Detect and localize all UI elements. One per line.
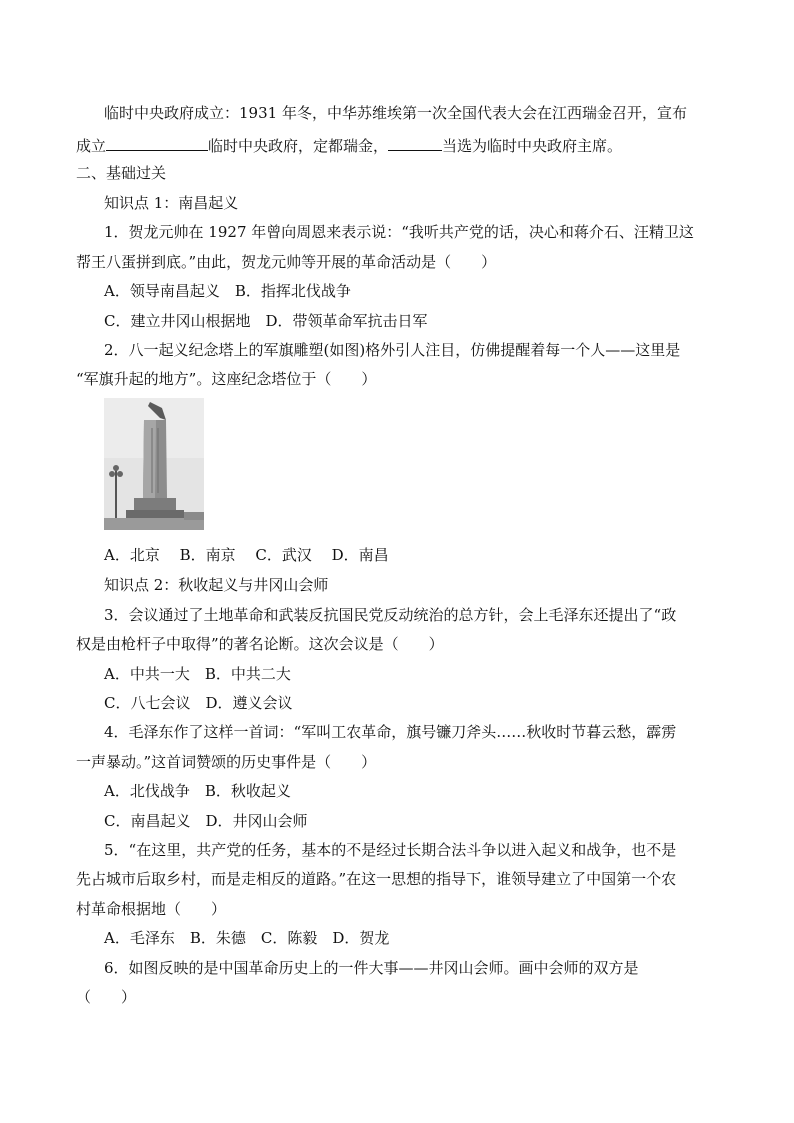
intro-line-1: 临时中央政府成立：1931 年冬，中华苏维埃第一次全国代表大会在江西瑞金召开，宣布 (104, 104, 687, 122)
section-heading: 二、基础过关 (76, 164, 167, 182)
q3-line-1: 3．会议通过了土地革命和武装反抗国民党反动统治的总方针，会上毛泽东还提出了“政 (104, 606, 677, 624)
q1-line-2: 帮王八蛋拼到底。”由此，贺龙元帅等开展的革命活动是（ ） (76, 253, 497, 271)
q1-options-row-2: C．建立井冈山根据地 D．带领革命军抗击日军 (104, 312, 428, 330)
q3-line-2: 权是由枪杆子中取得”的著名论断。这次会议是（ ） (76, 635, 444, 653)
q5-line-2: 先占城市后取乡村，而是走相反的道路。”在这一思想的指导下，谁领导建立了中国第一个农 (76, 870, 677, 888)
q6-line-2: （ ） (76, 988, 137, 1006)
knowledge-point-1: 知识点 1：南昌起义 (104, 194, 239, 212)
q3-options-row-2: C．八七会议 D．遵义会议 (104, 694, 293, 712)
q5-line-3: 村革命根据地（ ） (76, 900, 227, 918)
knowledge-point-2: 知识点 2：秋收起义与井冈山会师 (104, 576, 329, 594)
intro-text-b: 临时中央政府，定都瑞金， (208, 137, 389, 155)
intro-line-2 (76, 136, 622, 154)
q1-options-row-1: A．领导南昌起义 B．指挥北伐战争 (104, 282, 351, 300)
q2-line-2: “军旗升起的地方”。这座纪念塔位于（ ） (76, 370, 377, 388)
intro-text-c: 当选为临时中央政府主席。 (442, 137, 623, 155)
q5-line-1: 5．“在这里，共产党的任务，基本的不是经过长期合法斗争以进入起义和战争，也不是 (104, 841, 677, 859)
q4-options-row-2: C．南昌起义 D．井冈山会师 (104, 812, 308, 830)
q4-line-1: 4．毛泽东作了这样一首词：“军叫工农革命，旗号镰刀斧头……秋收时节暮云愁，霹雳 (104, 723, 677, 741)
q4-line-2: 一声暴动。”这首词赞颂的历史事件是（ ） (76, 753, 377, 771)
q3-options-row-1: A．中共一大 B．中共二大 (104, 665, 291, 683)
q4-options-row-1: A．北伐战争 B．秋收起义 (104, 782, 291, 800)
fill-blank-2 (388, 136, 442, 151)
intro-text-a: 成立 (76, 137, 107, 155)
fill-blank-1 (106, 136, 208, 151)
q2-options: A．北京 B．南京 C．武汉 D．南昌 (104, 546, 389, 564)
monument-photo (104, 398, 204, 530)
q6-line-1: 6．如图反映的是中国革命历史上的一件大事——井冈山会师。画中会师的双方是 (104, 959, 639, 977)
q2-line-1: 2．八一起义纪念塔上的军旗雕塑(如图)格外引人注目，仿佛提醒着每一个人——这里是 (104, 341, 681, 359)
q5-options: A．毛泽东 B．朱德 C．陈毅 D．贺龙 (104, 929, 390, 947)
q1-line-1: 1．贺龙元帅在 1927 年曾向周恩来表示说：“我听共产党的话，决心和蒋介石、汪精卫这 (104, 223, 694, 241)
